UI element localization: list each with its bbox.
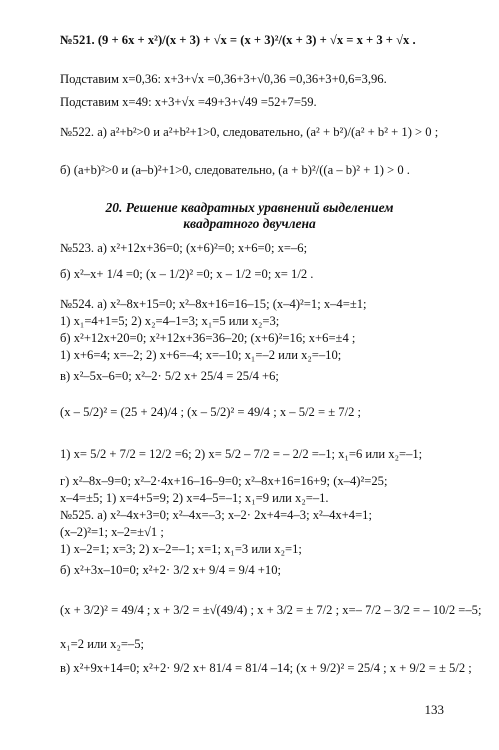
solution-line: (x – 5/2)² = (25 + 24)/4 ; (x – 5/2)² = 49/4 ; x – 5/2 = ± 7/2 ;: [60, 405, 362, 419]
solution-line: в) x²–5x–6=0; x²–2· 5/2 x+ 25/4 = 25/4 +6;: [60, 369, 279, 383]
solution-line: б) x²+3x–10=0; x²+2· 3/2 x+ 9/4 = 9/4 +10;: [60, 563, 281, 577]
solution-line: б) x²+12x+20=0; x²+12x+36=36–20; (x+6)²=16; x+6=±4 ;: [60, 331, 356, 345]
page-number: 133: [424, 702, 444, 717]
solution-line: Подставим x=0,36: x+3+√x =0,36+3+√0,36 =0,36+3+0,6=3,96.: [60, 72, 387, 86]
problem-522-line: №522. а) a²+b²>0 и a²+b²+1>0, следовательно, (a² + b²)/(a² + b² + 1) > 0 ;: [60, 125, 439, 139]
solution-line: в) x²+9x+14=0; x²+2· 9/2 x+ 81/4 = 81/4 –14; (x + 9/2)² = 25/4 ; x + 9/2 = ± 5/2 ;: [60, 661, 472, 675]
section-heading-line-1: 20. Решение квадратных уравнений выделением: [105, 200, 394, 215]
problem-521-line: №521. (9 + 6x + x²)/(x + 3) + √x = (x + 3)²/(x + 3) + √x = x + 3 + √x .: [60, 33, 416, 47]
problem-523-line: №523. а) x²+12x+36=0; (x+6)²=0; x+6=0; x=–6;: [60, 241, 308, 255]
solution-line: Подставим x=49: x+3+√x =49+3+√49 =52+7=59.: [60, 95, 317, 109]
solution-line: 1) x₁=4+1=5; 2) x₂=4–1=3; x₁=5 или x₂=3;: [60, 314, 280, 328]
section-heading-line-2: квадратного двучлена: [183, 216, 316, 231]
solution-line: б) x²–x+ 1/4 =0; (x – 1/2)² =0; x – 1/2 =0; x= 1/2 .: [60, 267, 314, 281]
solution-line: 1) x+6=4; x=–2; 2) x+6=–4; x=–10; x₁=–2 или x₂=–10;: [60, 348, 342, 362]
solution-line: (x–2)²=1; x–2=±√1 ;: [60, 525, 164, 539]
solution-line: 1) x= 5/2 + 7/2 = 12/2 =6; 2) x= 5/2 – 7/2 = – 2/2 =–1; x₁=6 или x₂=–1;: [60, 447, 423, 461]
solution-line: б) (a+b)²>0 и (a–b)²+1>0, следовательно, (a + b)²/((a – b)² + 1) > 0 .: [60, 163, 410, 177]
solution-line: 1) x–2=1; x=3; 2) x–2=–1; x=1; x₁=3 или x₂=1;: [60, 542, 302, 556]
solution-line: x–4=±5; 1) x=4+5=9; 2) x=4–5=–1; x₁=9 или x₂=–1.: [60, 491, 329, 505]
solution-line: x₁=2 или x₂=–5;: [60, 637, 145, 651]
problem-524-line: №524. а) x²–8x+15=0; x²–8x+16=16–15; (x–4)²=1; x–4=±1;: [60, 297, 367, 311]
problem-525-line: №525. а) x²–4x+3=0; x²–4x=–3; x–2· 2x+4=4–3; x²–4x+4=1;: [60, 508, 372, 522]
solution-line: г) x²–8x–9=0; x²–2·4x+16–16–9=0; x²–8x+16=16+9; (x–4)²=25;: [60, 474, 388, 488]
solution-line: (x + 3/2)² = 49/4 ; x + 3/2 = ±√(49/4) ; x + 3/2 = ± 7/2 ; x=– 7/2 – 3/2 = – 10/2 =–5;: [60, 603, 482, 617]
